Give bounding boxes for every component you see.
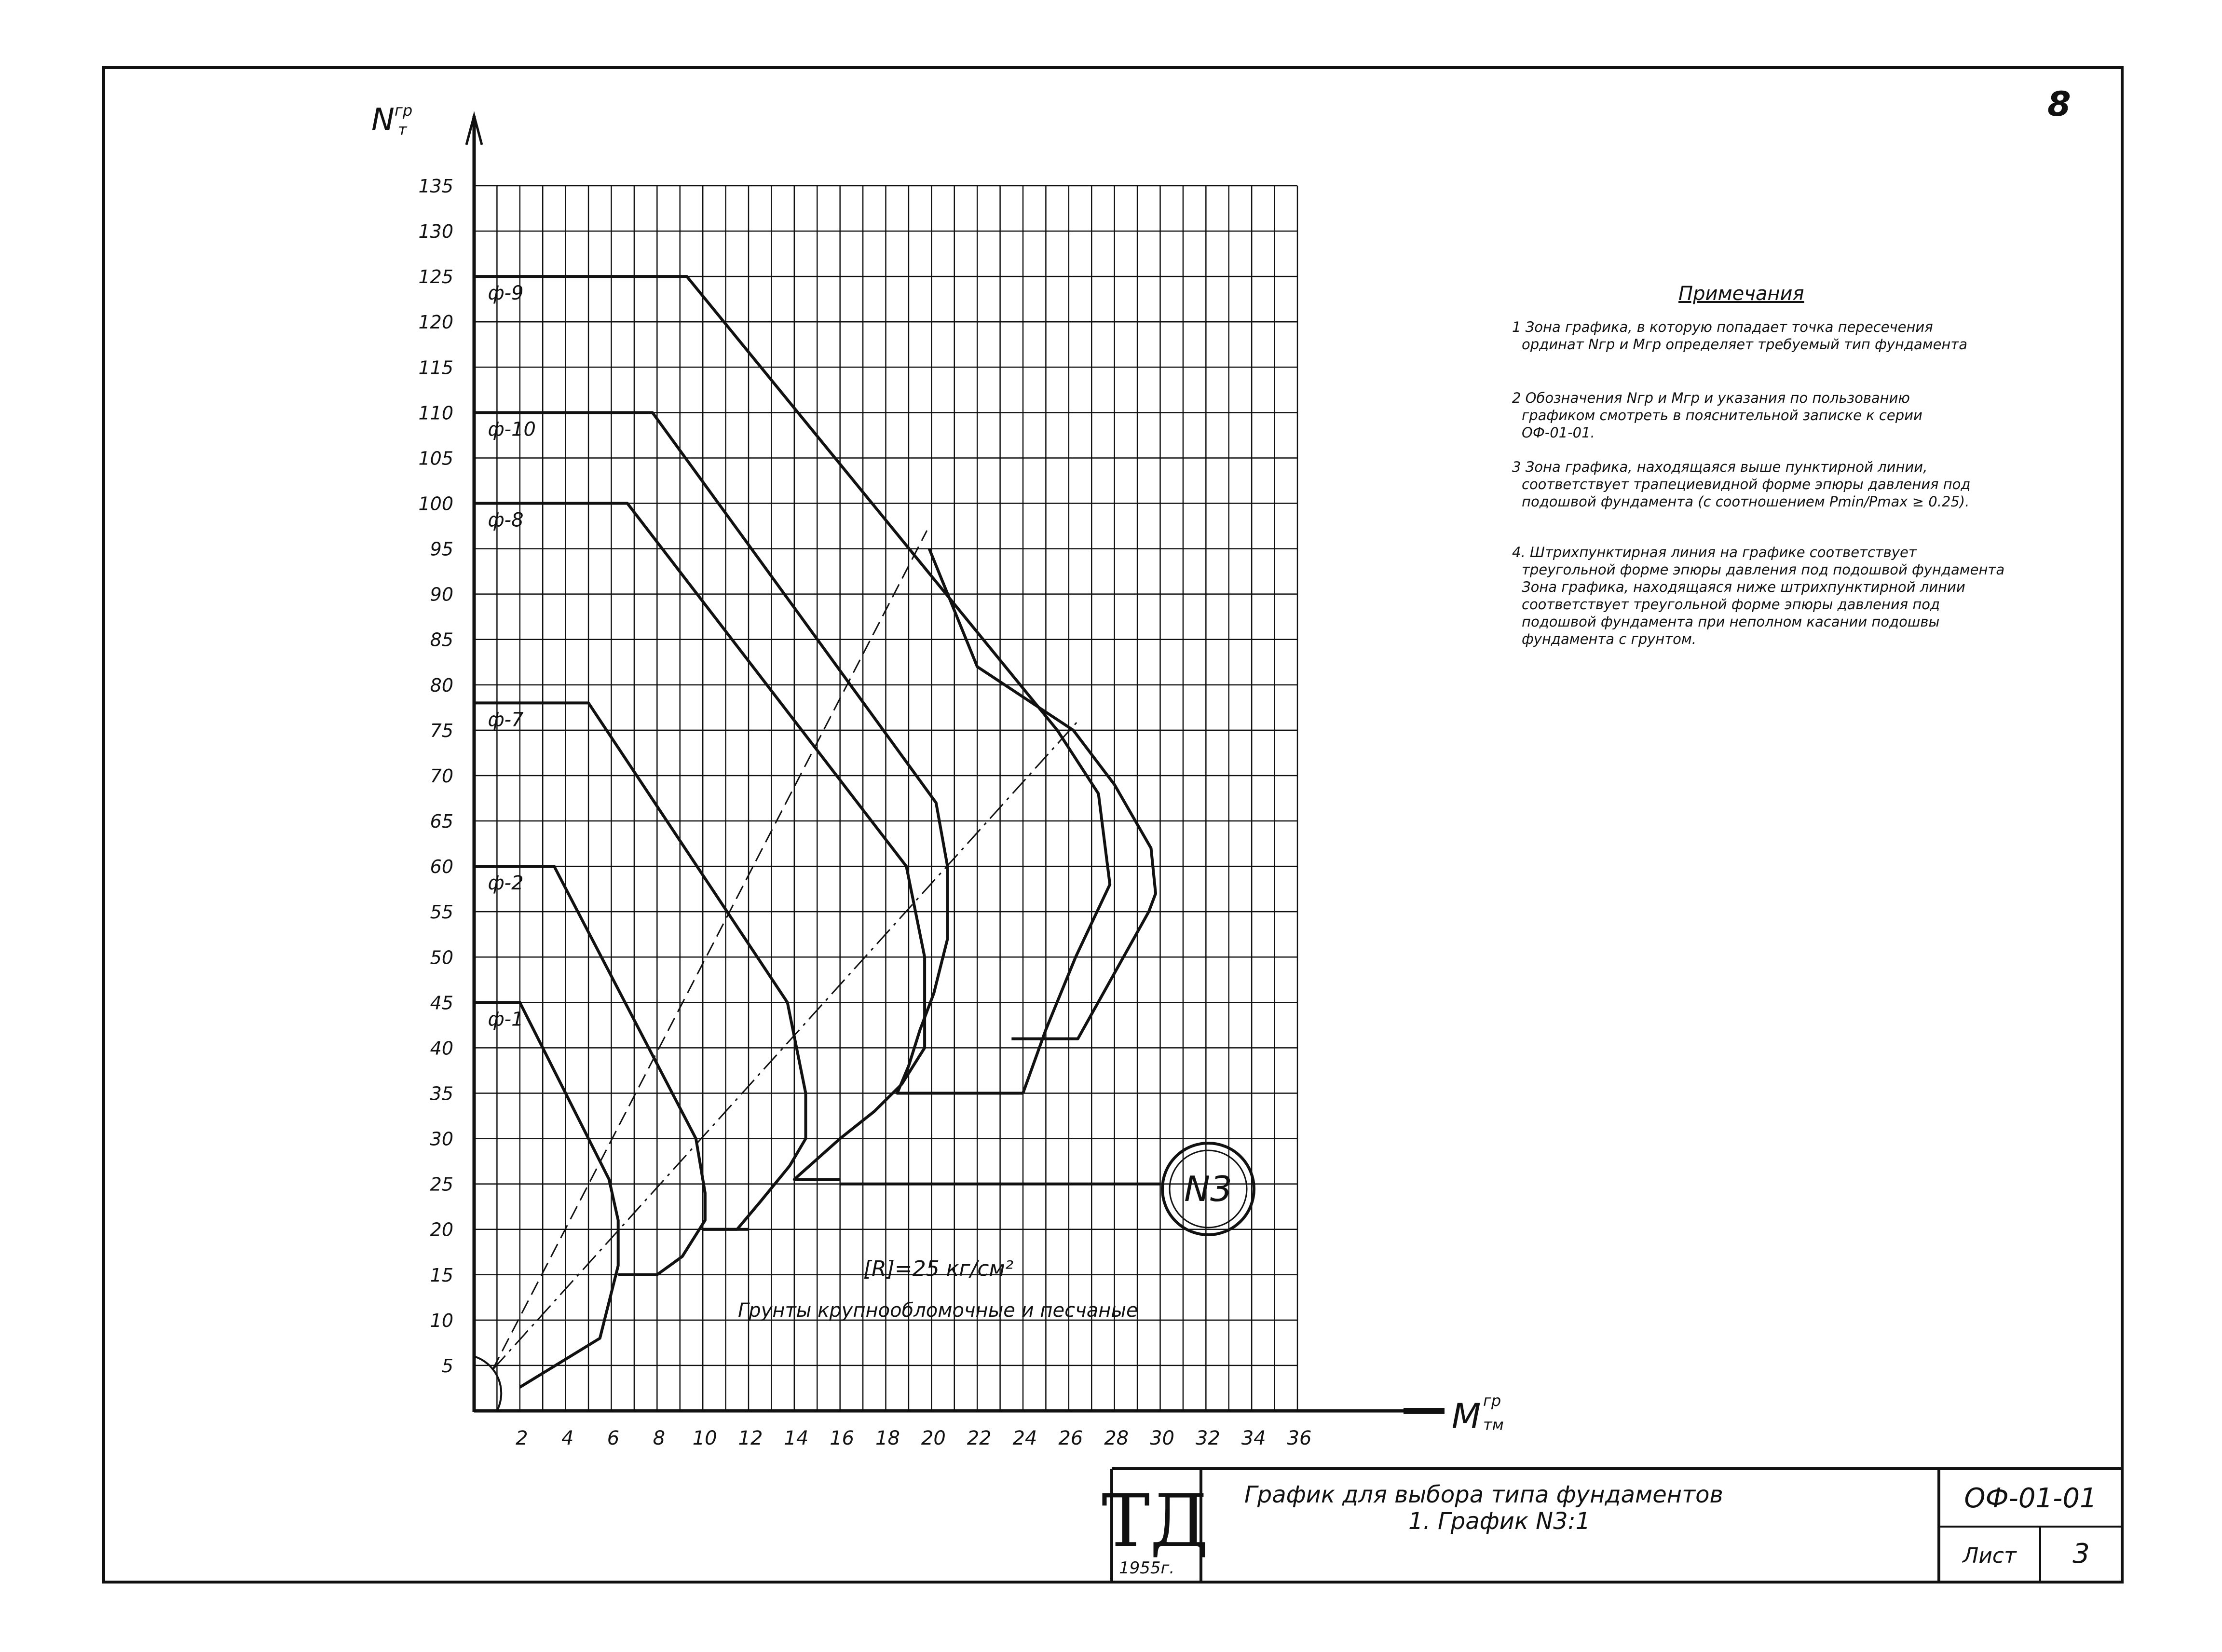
pressure-annotation: [R]=25 кг/см² [863, 1256, 1014, 1281]
note-item: 1 Зона графика, в которую попадает точка пересечения ординат Nгр и Mгр определяет требуемый тип фундамента [1512, 319, 1968, 353]
series-curve [474, 504, 925, 1180]
chart-grid [474, 186, 1297, 1411]
x-tick-label: 32 [1195, 1427, 1220, 1449]
x-axis-label: M [1452, 1396, 1481, 1436]
series-label: ф-10 [488, 418, 536, 441]
soils-annotation: Грунты крупнообломочные и песчаные [738, 1299, 1138, 1322]
y-tick-label: 90 [430, 584, 453, 605]
y-tick-label: 75 [430, 720, 453, 741]
y-tick-label: 85 [430, 629, 453, 651]
y-tick-label: 40 [430, 1038, 453, 1059]
y-tick-label: 35 [430, 1083, 453, 1105]
td-logo: ТД [1102, 1479, 1209, 1563]
x-tick-label: 16 [830, 1427, 855, 1449]
x-tick-label: 12 [738, 1427, 763, 1449]
chart-series-labels [488, 282, 536, 1030]
x-tick-label: 6 [607, 1427, 620, 1449]
notes-block [1512, 283, 2004, 647]
drawing-code: ОФ-01-01 [1964, 1483, 2097, 1514]
y-tick-label: 110 [418, 402, 453, 424]
series-label: ф-8 [488, 509, 524, 532]
x-axis-label-sup: гр [1483, 1392, 1501, 1410]
y-tick-label: 55 [430, 901, 453, 923]
x-tick-label: 18 [875, 1427, 900, 1449]
notes-heading: Примечания [1678, 283, 1804, 305]
x-tick-label: 28 [1104, 1427, 1129, 1449]
sheet-label: Лист [1963, 1543, 2017, 1568]
series-curve [929, 549, 1156, 1039]
series-label: ф-2 [488, 872, 524, 895]
series-curve [474, 866, 705, 1275]
y-tick-label: 50 [430, 947, 453, 969]
x-tick-label: 26 [1058, 1427, 1083, 1449]
x-tick-label: 4 [561, 1427, 574, 1449]
y-tick-label: 95 [430, 538, 453, 560]
series-label: ф-1 [488, 1008, 524, 1031]
title-year: 1955г. [1119, 1558, 1175, 1578]
page-number: 8 [2047, 84, 2071, 124]
y-tick-label: 10 [430, 1310, 453, 1331]
x-tick-label: 10 [692, 1427, 717, 1449]
x-tick-label: 34 [1241, 1427, 1266, 1449]
y-tick-label: 15 [430, 1264, 453, 1286]
y-tick-label: 5 [441, 1355, 453, 1377]
note-item: 2 Обозначения Nгр и Mгр и указания по пользованию графиком смотреть в пояснительной записке к серии ОФ-01-01. [1512, 390, 1922, 441]
sheet-border [104, 68, 2122, 1582]
y-axis-label: N [371, 102, 395, 138]
graph-number: N3 [1184, 1169, 1232, 1209]
x-tick-label: 36 [1287, 1427, 1312, 1449]
drawing-title-line1: График для выбора типа фундаментов [1244, 1481, 1723, 1508]
y-tick-label: 25 [430, 1174, 453, 1195]
y-tick-label: 135 [418, 176, 453, 197]
x-axis-label-sub: тм [1483, 1416, 1504, 1434]
y-axis-label-sub: т [398, 121, 407, 139]
y-tick-label: 70 [430, 765, 453, 787]
x-tick-label: 22 [967, 1427, 992, 1449]
y-tick-label: 115 [418, 357, 453, 379]
graph-number-badge [1162, 1143, 1254, 1235]
x-tick-label: 24 [1012, 1427, 1037, 1449]
series-curve [474, 412, 948, 1093]
title-block [1102, 1469, 2122, 1582]
note-item: 4. Штрихпунктирная линия на графике соответствует треугольной форме эпюры давления под подошвой фундамента Зона графика, находящаяся ниже штрихпунктирной линии соответствует треугольной форме эпюры давления под подошвой фундамента при неполном касании подошвы фундамента с грунтом. [1512, 544, 2005, 647]
series-label: ф-9 [488, 282, 524, 305]
foundation-chart [418, 116, 1445, 1449]
y-tick-label: 120 [418, 312, 453, 333]
note-item: 3 Зона графика, находящаяся выше пунктирной линии, соответствует трапециевидной форме эпюры давления под подошвой фундамента (с соотношением Pmin/Pmax ≥ 0.25). [1512, 459, 1971, 510]
y-tick-label: 130 [418, 221, 453, 243]
y-tick-label: 60 [430, 856, 453, 878]
y-tick-label: 80 [430, 674, 453, 696]
x-tick-label: 8 [653, 1427, 666, 1449]
x-tick-label: 20 [921, 1427, 946, 1449]
y-axis-label-sup: гр [395, 101, 413, 120]
series-label: ф-7 [488, 709, 524, 731]
y-tick-label: 125 [418, 266, 453, 288]
x-tick-label: 30 [1150, 1427, 1174, 1449]
series-curve [474, 703, 806, 1229]
y-tick-label: 20 [430, 1219, 453, 1241]
x-tick-label: 14 [784, 1427, 809, 1449]
drawing-title-line2: 1. График N3:1 [1408, 1508, 1591, 1535]
y-tick-label: 65 [430, 811, 453, 833]
sheet-number: 3 [2072, 1538, 2090, 1570]
y-tick-label: 30 [430, 1128, 453, 1150]
series-curve [474, 1002, 618, 1387]
y-tick-label: 105 [418, 448, 453, 469]
y-tick-label: 100 [418, 493, 453, 515]
x-tick-label: 2 [516, 1427, 528, 1449]
trapezoidal-boundary-dashed-line [492, 531, 927, 1370]
y-tick-label: 45 [430, 992, 453, 1014]
